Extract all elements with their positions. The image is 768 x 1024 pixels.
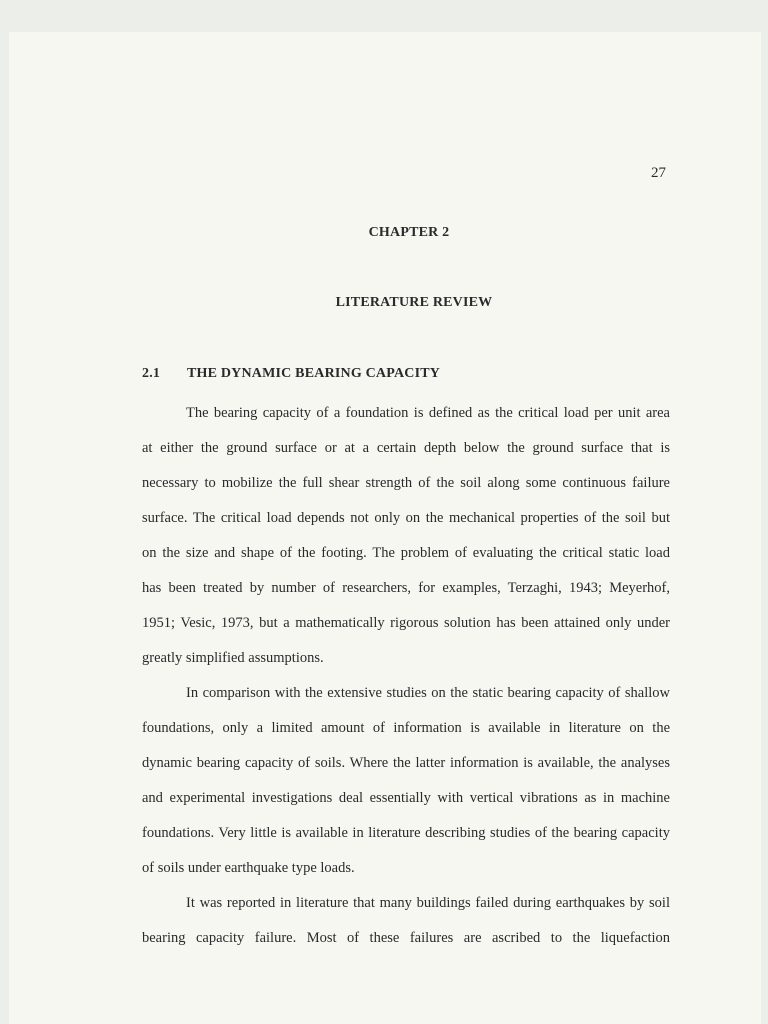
paragraph-line: 1951; Vesic, 1973, but a mathematically rigorous solution has been attained only under [142,615,670,631]
chapter-heading: CHAPTER 2 [368,225,450,240]
paragraph-line: foundations, only a limited amount of information is available in literature on the [142,720,670,736]
paragraph-line: bearing capacity failure. Most of these failures are ascribed to the liquefaction [142,930,670,946]
paragraph-line: of soils under earthquake type loads. [142,860,355,876]
chapter-title: LITERATURE REVIEW [335,295,493,310]
paragraph-line: greatly simplified assumptions. [142,650,324,666]
page-number: 27 [651,165,666,181]
paragraph-line: dynamic bearing capacity of soils. Where the latter information is available, the analyses [142,755,670,771]
paragraph-line: at either the ground surface or at a certain depth below the ground surface that is [142,440,670,456]
section-title: THE DYNAMIC BEARING CAPACITY [187,366,441,381]
section-number: 2.1 [142,366,161,381]
paragraph-line: The bearing capacity of a foundation is defined as the critical load per unit area [186,405,670,421]
paragraph-line: has been treated by number of researchers, for examples, Terzaghi, 1943; Meyerhof, [142,580,670,596]
paragraph-line: surface. The critical load depends not only on the mechanical properties of the soil but [142,510,670,526]
document-page [9,32,761,1024]
paragraph-line: necessary to mobilize the full shear strength of the soil along some continuous failure [142,475,670,491]
paragraph-line: In comparison with the extensive studies on the static bearing capacity of shallow [186,685,670,701]
paragraph-line: foundations. Very little is available in literature describing studies of the bearing capacity [142,825,670,841]
paragraph-line: It was reported in literature that many buildings failed during earthquakes by soil [186,895,670,911]
section-heading [142,366,440,382]
paragraph-line: on the size and shape of the footing. The problem of evaluating the critical static load [142,545,670,561]
paragraph-line: and experimental investigations deal essentially with vertical vibrations as in machine [142,790,670,806]
